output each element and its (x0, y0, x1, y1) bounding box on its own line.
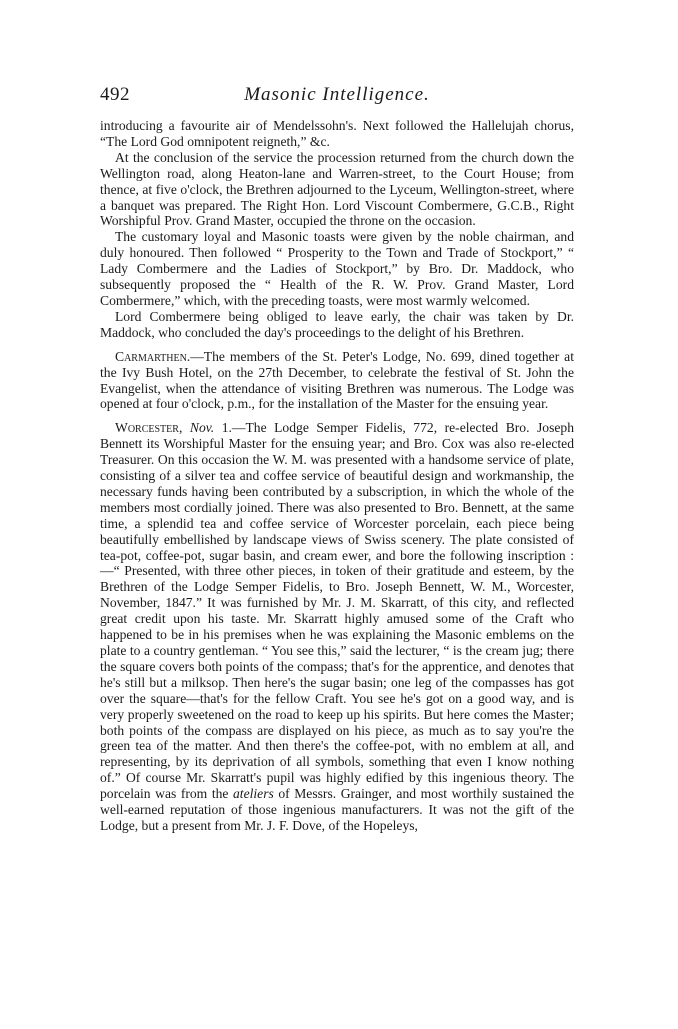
carmarthen-heading: Carmarthen. (115, 348, 191, 364)
worcester-text: 1.—The Lodge Semper Fidelis, 772, re-elected Bro. Joseph Bennett its Worshipful Master for the ensuing year; and Bro. Cox was also re-elected Treasurer. On this occasion the W. M. was presented with a handsome service of plate, consisting of a silver tea and coffee service of beautiful design and workmanship, the necessary funds having been contributed by a subscription, in which the whole of the members most cordially joined. There was also presented to Bro. Bennett, at the same time, a splendid tea and coffee service of Worcester porcelain, each piece being beautifully embellished by landscape views of Swiss scenery. The plate consisted of tea-pot, coffee-pot, sugar basin, and cream ewer, and bore the following inscription : —“ Presented, with three other pieces, in token of their gratitude and esteem, by the Brethren of the Lodge Semper Fidelis, to Bro. Joseph Bennett, W. M., Worcester, November, 1847.” It was furnished by Mr. J. M. Skarratt, of this city, and reflected great credit upon his taste. Mr. Skarratt highly amused some of the Craft who happened to be in his premises when he was explaining the Masonic emblems on the plate to a country gentleman. “ You see this,” said the lecturer, “ is the cream jug; there the square covers both points of the compass; that's for the apprentice, and denotes that he's still but a milksop. Then here's the sugar basin; one leg of the compasses has got over the square—that's for the fellow Craft. You see he's got on a good way, and is very properly sweetened on the road to keep up his spirits. But here comes the Master; both points of the compass are displayed on his piece, as much as to say you're the green tea of the matter. And then there's the coffee-pot, with no emblem at all, and representing, by its deprivation of all symbols, something that even I know nothing of.” Of course Mr. Skarratt's pupil was highly edified by this ingenious theory. The porcelain was from the (100, 420, 574, 802)
running-title: Masonic Intelligence. (244, 84, 430, 105)
worcester-text-end: of Messrs. Grainger, and most worthily sustained the well-earned reputation of those ingenious manufacturers. It was not the gift of the Lodge, but a present from Mr. J. F. Dove, of the Hopeleys, (100, 786, 574, 833)
paragraph-toasts: The customary loyal and Masonic toasts were given by the noble chairman, and duly honoured. Then followed “ Prosperity to the Town and Trade of Stockport,” “ Lady Combermere and the Ladies of Stockport,” by Bro. Dr. Maddock, who subsequently proposed the “ Health of the R. W. Prov. Grand Master, Lord Combermere,” which, with the preceding toasts, were most warmly welcomed. (100, 229, 574, 308)
ateliers-word: ateliers (233, 786, 274, 802)
paragraph-carmarthen (100, 349, 574, 413)
paragraph-chair: Lord Combermere being obliged to leave early, the chair was taken by Dr. Maddock, who concluded the day's proceedings to the delight of his Brethren. (100, 308, 574, 340)
paragraph-worcester (100, 420, 574, 834)
paragraph-procession: At the conclusion of the service the procession returned from the church down the Wellington road, along Heaton-lane and Warren-street, to the Court House; from thence, at five o'clock, the Brethren adjourned to the Lyceum, Wellington-street, where a banquet was prepared. The Right Hon. Lord Viscount Combermere, G.C.B., Right Worshipful Prov. Grand Master, occupied the throne on the occasion. (100, 149, 574, 229)
worcester-date: Nov. (189, 420, 215, 436)
page-number: 492 (100, 84, 130, 105)
paragraph-hallelujah: introducing a favourite air of Mendelssohn's. Next followed the Hallelujah chorus, “The Lord God omnipotent reigneth,” &c. (100, 118, 574, 149)
carmarthen-text: —The members of the St. Peter's Lodge, No. 699, dined together at the Ivy Bush Hotel, on the 27th December, to celebrate the festival of St. John the Evangelist, when the attendance of visiting Brethren was numerous. The Lodge was opened at four o'clock, p.m., for the installation of the Master for the ensuing year. (100, 348, 574, 412)
running-head (100, 84, 574, 108)
book-page (100, 84, 574, 834)
worcester-heading: Worcester, (115, 420, 183, 436)
